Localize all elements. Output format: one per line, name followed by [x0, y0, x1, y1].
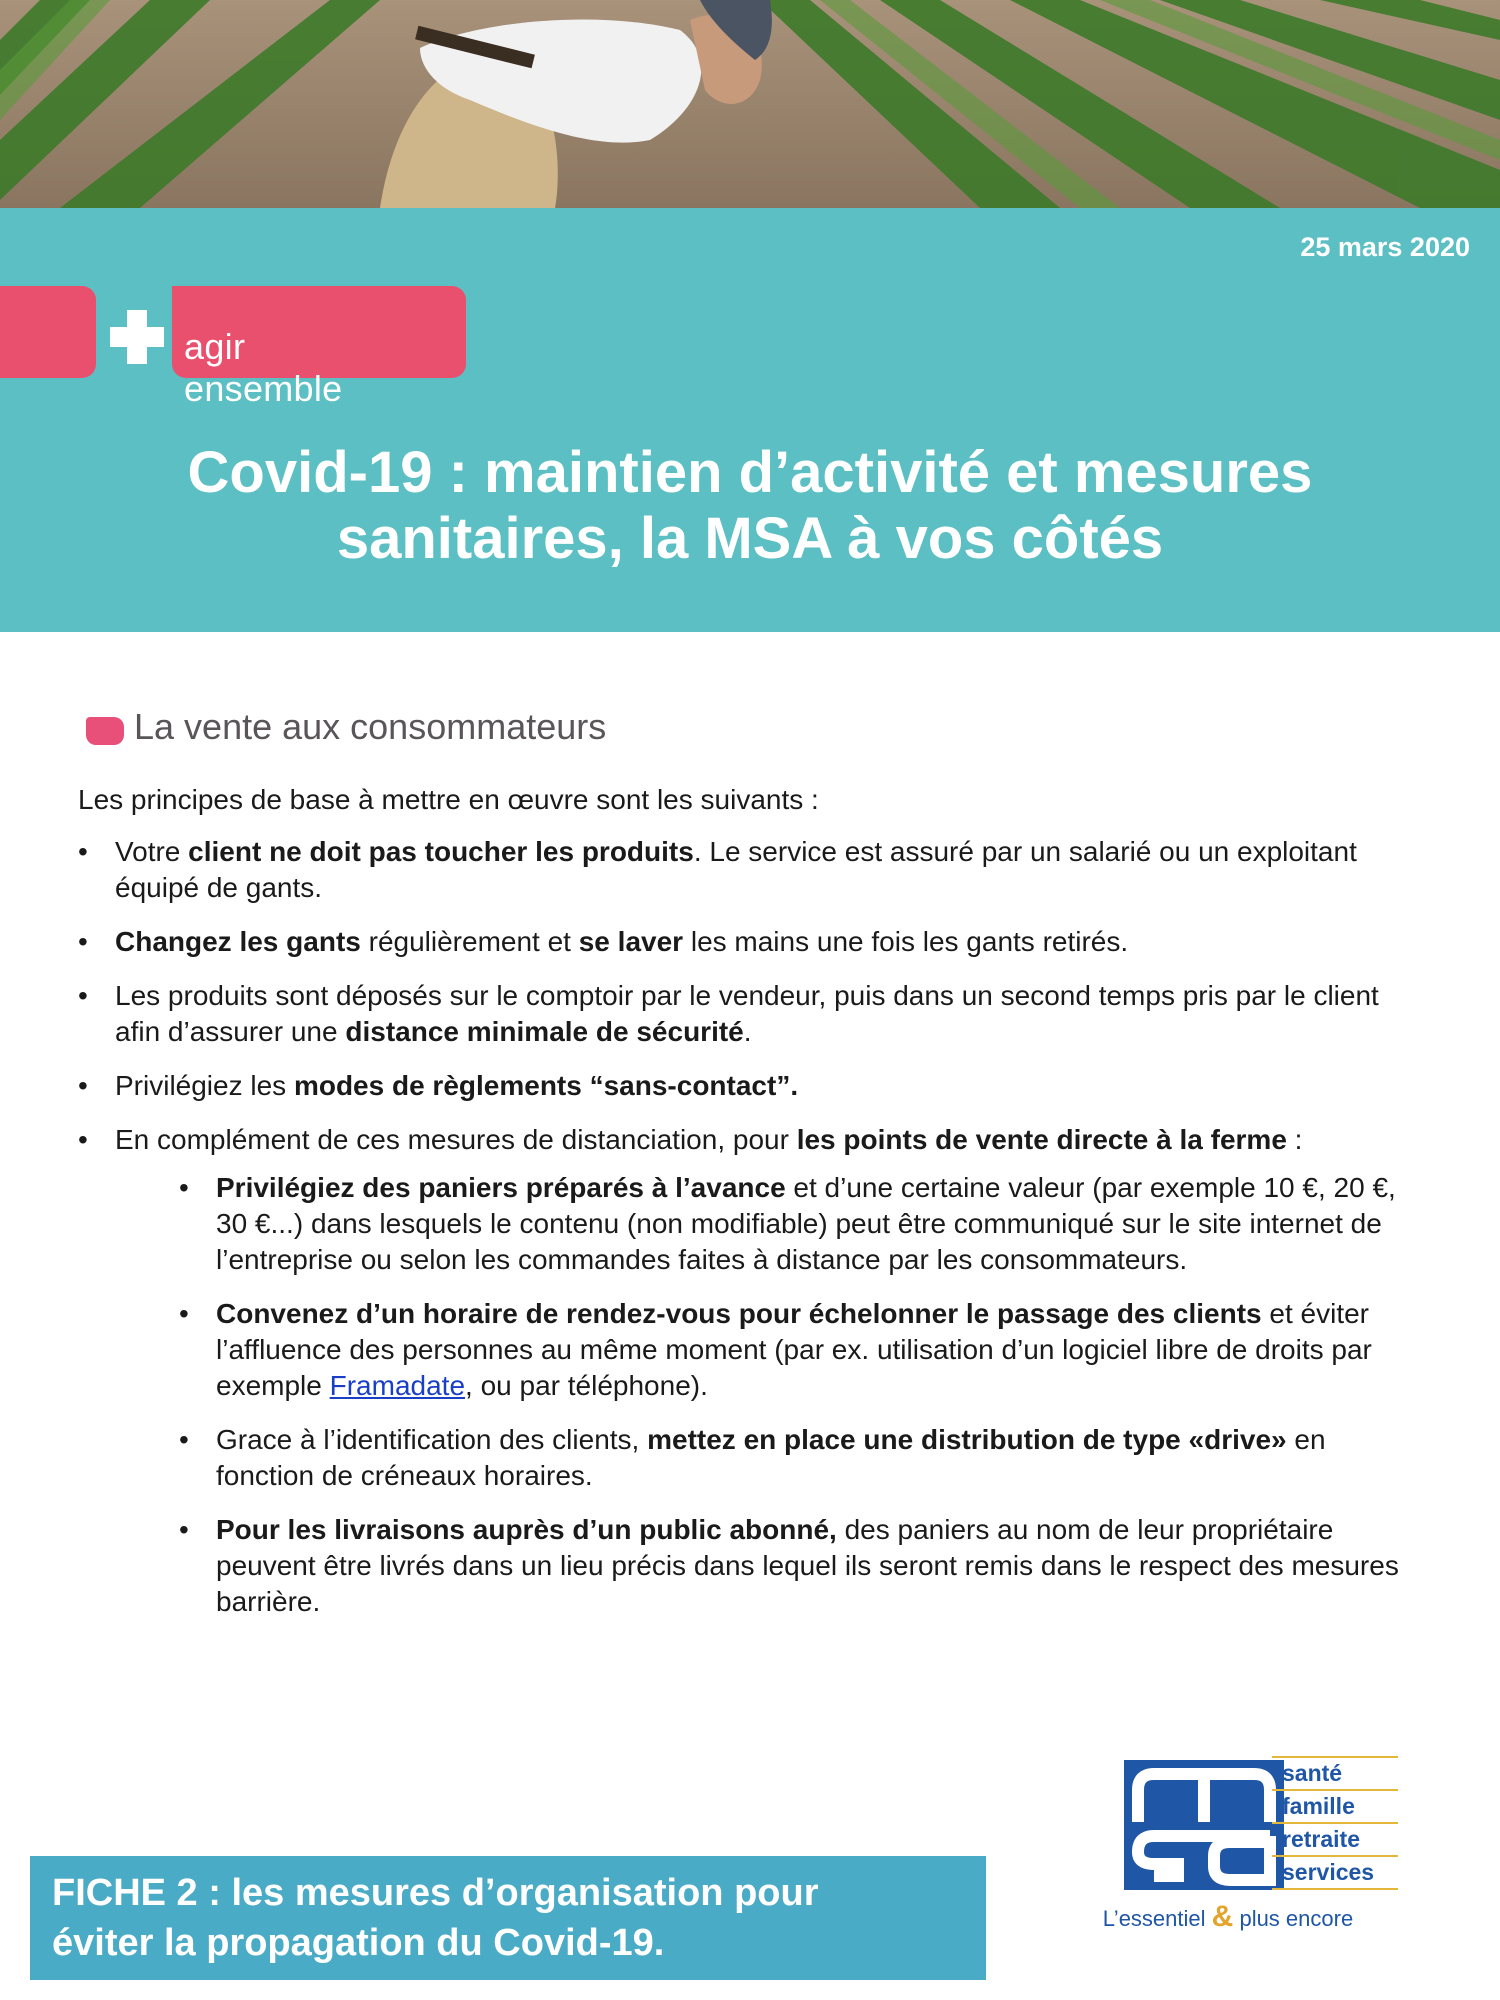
logo-word: retraite — [1272, 1822, 1398, 1855]
header-photo — [0, 0, 1500, 208]
msa-slogan: L’essentiel & plus encore — [1102, 1900, 1354, 1933]
list-item: • Les produits sont déposés sur le comptoir par le vendeur, puis dans un second temps pris par le client afin d’assurer une distance minimale de sécurité. — [78, 978, 1428, 1050]
logo-word: famille — [1272, 1789, 1398, 1822]
section-title: La vente aux consommateurs — [134, 706, 607, 747]
farm-sales-sublist — [179, 1170, 1428, 1620]
sub-list-item: • Pour les livraisons auprès d’un public abonné, des paniers au nom de leur propriétaire peuvent être livrés dans un lieu précis dans lequel ils seront remis dans le respect des mesures barrière. — [179, 1512, 1428, 1620]
msa-letters-icon — [1124, 1760, 1284, 1890]
fiche-line-1: FICHE 2 : les mesures d’organisation pour — [52, 1872, 819, 1914]
logo-word: services — [1272, 1855, 1398, 1890]
sub-list-item: • Convenez d’un horaire de rendez-vous pour échelonner le passage des clients et éviter l’affluence des personnes au même moment (par ex. utilisation d’un logiciel libre de droits par exemple Framadate, ou par téléphone). — [179, 1296, 1428, 1404]
logo-word: santé — [1272, 1756, 1398, 1789]
intro-text: Les principes de base à mettre en œuvre sont les suivants : — [78, 784, 819, 815]
framadate-link[interactable]: Framadate — [329, 1370, 466, 1401]
list-item: • Votre client ne doit pas toucher les produits. Le service est assuré par un salarié ou un exploitant équipé de gants. — [78, 834, 1428, 906]
cross-icon — [108, 308, 166, 366]
ampersand-icon: & — [1211, 1900, 1234, 1933]
main-content — [78, 782, 1428, 1638]
principles-list — [78, 834, 1428, 1620]
fiche-line-2: éviter la propagation du Covid-19. — [52, 1922, 665, 1964]
page-title — [0, 440, 1500, 572]
sub-list-item: • Grace à l’identification des clients, mettez en place une distribution de type «drive» en fonction de créneaux horaires. — [179, 1422, 1428, 1494]
section-heading — [86, 706, 606, 748]
tag-left-block — [0, 286, 96, 378]
msa-logo — [1058, 1756, 1398, 1936]
list-item: • Privilégiez les modes de règlements “sans-contact”. — [78, 1068, 1428, 1104]
list-item: • En complément de ces mesures de distanciation, pour les points de vente directe à la ferme : • Privilégiez des paniers préparés à l’avance et d’une certaine valeur (par exemple 10 €, 20 €, 30 €...) dans lesquels le contenu (non modifiable) peut être communiqué sur le site internet de l’entreprise ou selon les commandes faites à distance par les consommateurs. • Convenez d’un horaire de rendez-vous pour échelonner le passage des clients et éviter l’affluence des personnes au même moment (par ex. utilisation d’un logiciel libre de droits par exemple Framadate, ou par téléphone). • Grace à l’identification des clients, mettez en place une distribution de type «drive» en fonction de créneaux horaires. • Pour les livraisons auprès d’un public abonné, des paniers au nom de leur propriétaire peuvent être livrés dans un lieu précis dans lequel ils seront remis dans le respect des mesures barrière. — [78, 1122, 1428, 1620]
msa-logo-mark — [1124, 1760, 1284, 1890]
publication-date: 25 mars 2020 — [1300, 232, 1470, 262]
msa-words — [1272, 1756, 1398, 1890]
sub-list-item: • Privilégiez des paniers préparés à l’avance et d’une certaine valeur (par exemple 10 €, 20 €, 30 €...) dans lesquels le contenu (non modifiable) peut être communiqué sur le site internet de l’entreprise ou selon les commandes faites à distance par les consommateurs. — [179, 1170, 1428, 1278]
section-marker-icon — [86, 717, 124, 745]
tag-label: agir ensemble — [184, 326, 343, 409]
title-line-1: Covid-19 : maintien d’activité et mesures — [187, 440, 1313, 505]
title-line-2: sanitaires, la MSA à vos côtés — [336, 506, 1164, 571]
list-item: • Changez les gants régulièrement et se laver les mains une fois les gants retirés. — [78, 924, 1428, 960]
fiche-box — [30, 1856, 986, 1980]
header-banner — [0, 208, 1500, 632]
